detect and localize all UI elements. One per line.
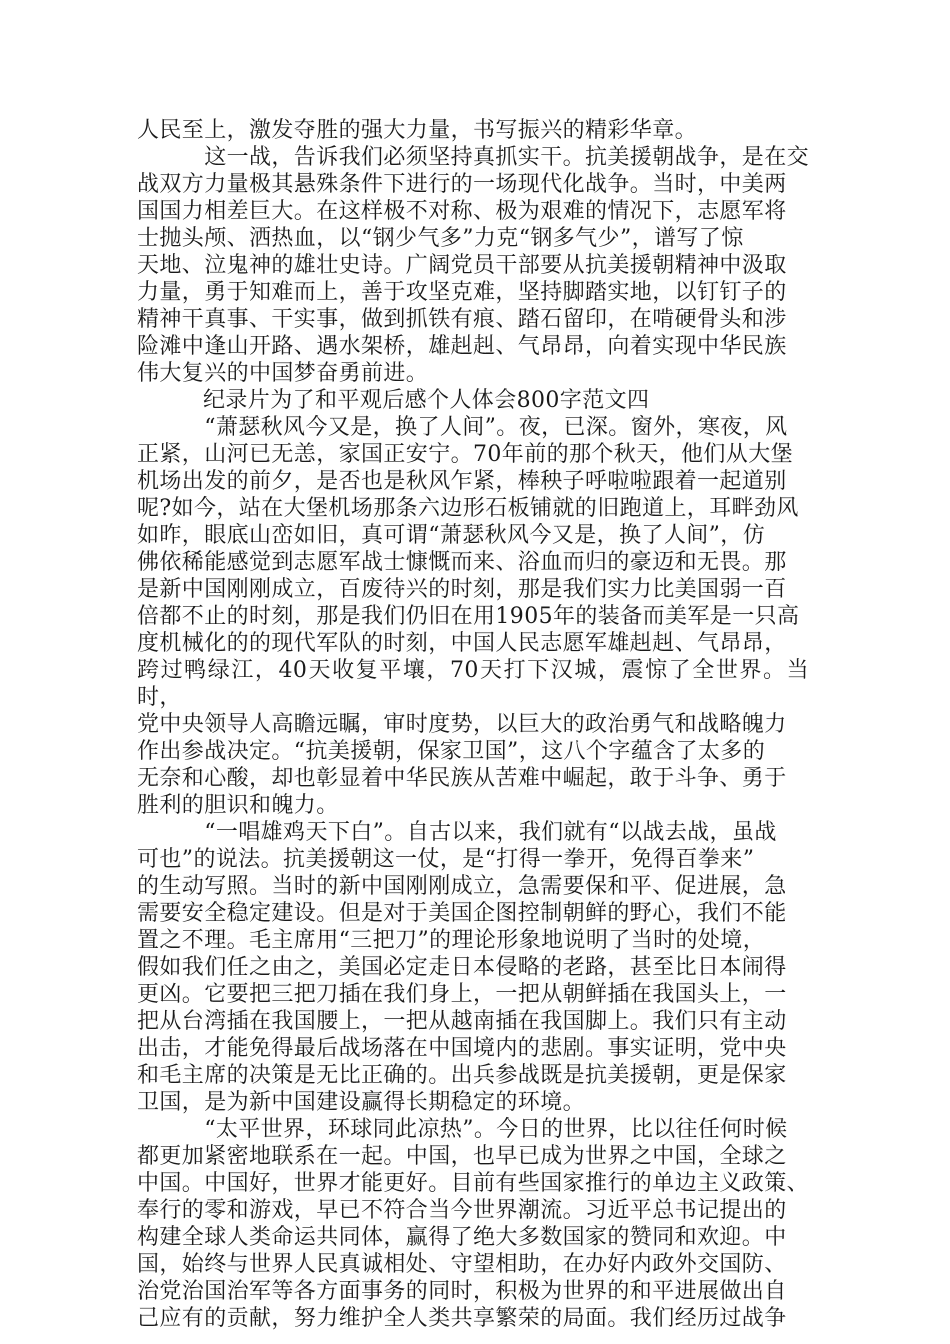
paragraph-continuation: 人民至上，激发夺胜的强大力量，书写振兴的精彩华章。 bbox=[137, 118, 698, 143]
paragraph-rooster: “一唱雄鸡天下白”。自古以来，我们就有“以战去战，虽战 可也”的说法。抗美援朝这一仗，是“打得一拳开，免得百拳来” 的生动写照。当时的新中国刚刚成立，急需要保和平、促进展，急 需要安全稳定建设。但是对于美国企图控制朝鲜的野心，我们不能 置之不理。毛主席用“三把刀”的理论形象地说明了当时的处境， 假如我们任之由之，美国必定走日本侵略的老路，甚至比日本闹得 更凶。它要把三把刀插在我们身上，一把从朝鲜插在我国头上，一 把从台湾插在我国腰上，一把从越南插在我国脚上。我们只有主动 出击，才能免得最后战场落在中国境内的悲剧。事实证明，党中央 和毛主席的决策是无比正确的。出兵参战既是抗美援朝，更是保家 卫国，是为新中国建设赢得长期稳定的环境。 bbox=[137, 820, 787, 1115]
paragraph-autumn-wind: “萧瑟秋风今又是，换了人间”。夜，已深。窗外，寒夜，风 正紧，山河已无恙，家国正安宁。70年前的那个秋天，他们从大堡 机场出发的前夕，是否也是秋风乍紧，棒秧子呼啦啦跟着一起道别 呢?如今，站在大堡机场那条六边形石板铺就的旧跑道上，耳畔劲风 如昨，眼底山峦如旧，真可谓“萧瑟秋风今又是，换了人间”，仿 佛依稀能感觉到志愿军战士慷慨而来、浴血而归的豪迈和无畏。那 是新中国刚刚成立，百废待兴的时刻，那是我们实力比美国弱一百 倍都不止的时刻，那是我们仍旧在用1905年的装备而美军是一只高 度机械化的的现代军队的时刻，中国人民志愿军雄赳赳、气昂昂， 跨过鸭绿江，40天收复平壤，70天打下汉城，震惊了全世界。当时， 党中央领导人高瞻远瞩，审时度势，以巨大的政治勇气和战略魄力 作出参战决定。“抗美援朝，保家卫国”，这八个字蕴含了太多的 无奈和心酸，却也彰显着中华民族从苦难中崛起，敢于斗争、勇于 胜利的胆识和魄力。 bbox=[137, 415, 809, 818]
document-page bbox=[137, 117, 809, 1332]
paragraph-peaceful-world: “太平世界，环球同此凉热”。今日的世界，比以往任何时候 都更加紧密地联系在一起。中国，也早已成为世界之中国，全球之 中国。中国好，世界才能更好。目前有些国家推行的单边主义政策、 奉行的零和游戏，早已不符合当今世界潮流。习近平总书记提出的 构建全球人类命运共同体，赢得了绝大多数国家的赞同和欢迎。中 国，始终与世界人民真诚相处、守望相助，在办好内政外交国防、 治党治国治军等各方面事务的同时，积极为世界的和平进展做出自 己应有的贡献，努力维护全人类共享繁荣的局面。我们经历过战争 bbox=[137, 1117, 810, 1331]
paragraph-real-work: 这一战，告诉我们必须坚持真抓实干。抗美援朝战争，是在交 战双方力量极其悬殊条件下进行的一场现代化战争。当时，中美两 国国力相差巨大。在这样极不对称、极为艰难的情况下，志愿军将 士抛头颅、洒热血，以“钢少气多”力克“钢多气少”，谱写了惊 天地、泣鬼神的雄壮史诗。广阔党员干部要从抗美援朝精神中汲取 力量，勇于知难而上，善于攻坚克难，坚持脚踏实地，以钉钉子的 精神干真事、干实事，做到抓铁有痕、踏石留印，在啃硬骨头和涉 险滩中逢山开路、遇水架桥，雄赳赳、气昂昂，向着实现中华民族 伟大复兴的中国梦奋勇前进。 bbox=[137, 145, 810, 386]
section-title: 纪录片为了和平观后感个人体会800字范文四 bbox=[203, 388, 650, 413]
